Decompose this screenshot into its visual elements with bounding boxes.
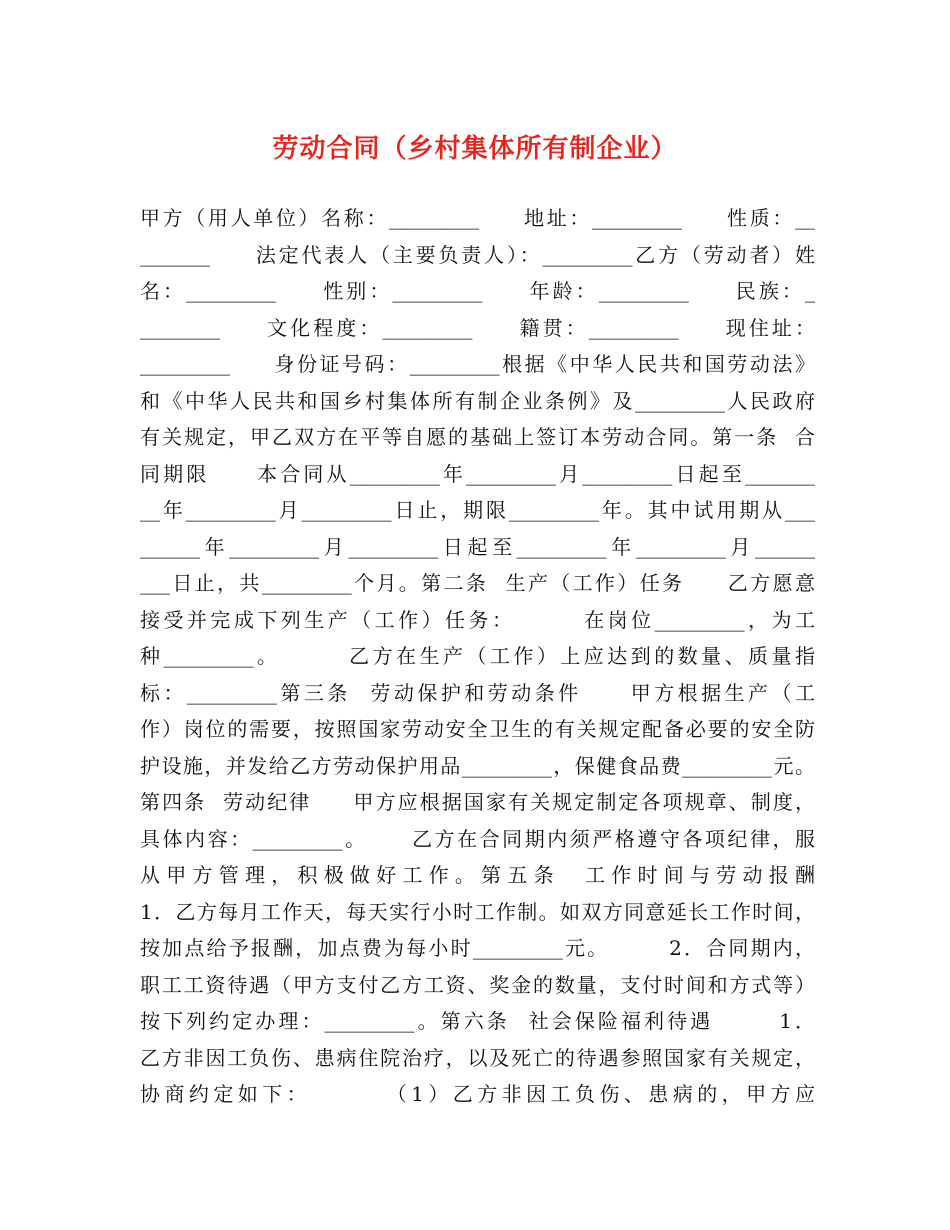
text-line: 职工工资待遇（甲方支付乙方工资、奖金的数量，支付时间和方式等） — [140, 972, 815, 997]
text-line: 具体内容：_________。 乙方在合同期内须严格遵守各项纪律，服 — [140, 826, 815, 851]
text-line: 标：_________第三条 劳动保护和劳动条件 甲方根据生产（工 — [140, 680, 815, 705]
document-title: 劳动合同（乡村集体所有制企业） — [272, 134, 678, 164]
text-line: 第四条 劳动纪律 甲方应根据国家有关规定制定各项规章、制度， — [140, 790, 815, 814]
text-line: _______ 法定代表人（主要负责人）：_________乙方（劳动者）姓 — [140, 242, 815, 267]
text-line: 有关规定，甲乙双方在平等自愿的基础上签订本劳动合同。第一条 合 — [140, 425, 815, 449]
text-line: 接受并完成下列生产（工作）任务： 在岗位_________，为工 — [140, 607, 815, 632]
text-line: 作）岗位的需要，按照国家劳动安全卫生的有关规定配备必要的安全防 — [140, 717, 815, 741]
text-line: 从甲方管理，积极做好工作。第五条 工作时间与劳动报酬 — [140, 863, 815, 887]
text-line: 种_________。 乙方在生产（工作）上应达到的数量、质量指 — [140, 644, 815, 668]
text-line: 护设施，并发给乙方劳动保护用品_________，保健食品费_________元。 — [140, 753, 815, 778]
text-line: 乙方非因工负伤、患病住院治疗，以及死亡的待遇参照国家有关规定， — [140, 1045, 815, 1070]
text-line: 1．乙方每月工作天，每天实行小时工作制。如双方同意延长工作时间， — [140, 899, 815, 924]
text-line: 甲方（用人单位）名称：_________ 地址：_________ 性质：__ — [140, 206, 815, 230]
text-line: _________ 身份证号码：_________根据《中华人民共和国劳动法》 — [140, 352, 815, 376]
text-line: ___日止，共_________个月。第二条 生产（工作）任务 乙方愿意 — [140, 571, 815, 595]
contract-body — [140, 200, 815, 1113]
text-line: 按加点给予报酬，加点费为每小时_________元。 2．合同期内， — [140, 936, 815, 960]
text-line: ________ 文化程度：_________ 籍贯：_________ 现住址： — [140, 315, 815, 340]
text-line: ______年_________月_________日起至_________年_________月______ — [140, 534, 815, 559]
text-line: 名：_________ 性别：_________ 年龄：_________ 民族：_ — [140, 279, 815, 303]
text-line: __年_________月_________日止，期限_________年。其中试用期从___ — [140, 498, 815, 522]
text-line: 和《中华人民共和国乡村集体所有制企业条例》及_________人民政府 — [140, 388, 815, 413]
text-line: 按下列约定办理：_________。第六条 社会保险福利待遇 1． — [140, 1009, 815, 1033]
text-line: 协商约定如下： （1）乙方非因工负伤、患病的，甲方应 — [140, 1082, 815, 1106]
text-line: 同期限 本合同从_________年_________月_________日起至_______ — [140, 461, 815, 486]
